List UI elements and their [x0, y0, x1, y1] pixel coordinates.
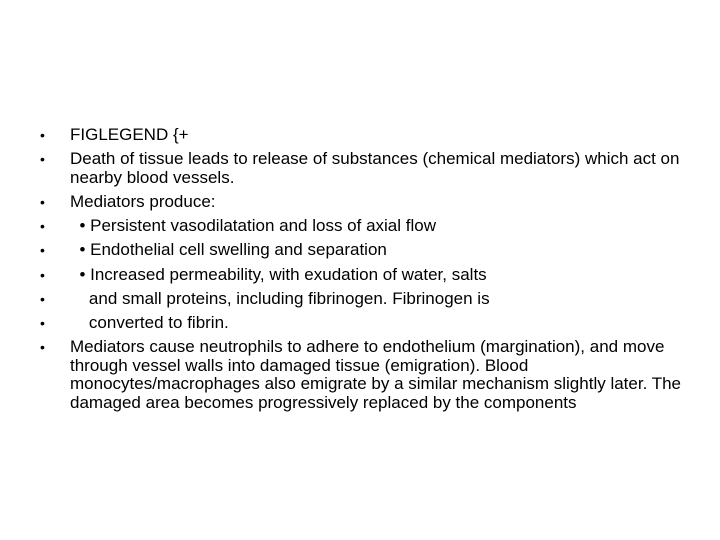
list-item-text: Mediators produce:: [70, 191, 216, 211]
bullet-icon: •: [40, 218, 45, 235]
bullet-icon: •: [40, 151, 45, 168]
bullet-icon: •: [40, 339, 45, 356]
list-item: [40, 290, 690, 309]
list-item-text: • Increased permeability, with exudation of water, salts: [70, 264, 487, 284]
list-item: [40, 150, 690, 187]
list-item: [40, 266, 690, 285]
bullet-icon: •: [40, 266, 45, 283]
list-item: [40, 314, 690, 333]
list-item-text: converted to fibrin.: [70, 312, 229, 332]
list-item-text: • Endothelial cell swelling and separation: [70, 240, 387, 260]
list-item-text: Mediators cause neutrophils to adhere to endothelium (margination), and move through vessel walls into damaged tissue (emigration). Blood monocytes/macrophages also emigrate by a similar mechanism slightly later. The damaged area becomes progressively replaced by the components: [70, 337, 686, 412]
bullet-icon: •: [40, 290, 45, 307]
list-item-text: FIGLEGEND {+: [70, 125, 189, 144]
bullet-icon: •: [40, 314, 45, 331]
bullet-list: [40, 126, 690, 418]
list-item: [40, 338, 690, 412]
list-item-text: Death of tissue leads to release of substances (chemical mediators) which act on nearby blood vessels.: [70, 149, 685, 187]
list-item: [40, 193, 690, 212]
bullet-icon: •: [40, 127, 45, 143]
list-item-text: and small proteins, including fibrinogen. Fibrinogen is: [70, 288, 490, 308]
bullet-icon: •: [40, 193, 45, 210]
list-item-text: • Persistent vasodilatation and loss of axial flow: [70, 216, 436, 236]
list-item: [40, 126, 690, 145]
bullet-icon: •: [40, 242, 45, 259]
list-item: [40, 217, 690, 236]
list-item: [40, 241, 690, 260]
